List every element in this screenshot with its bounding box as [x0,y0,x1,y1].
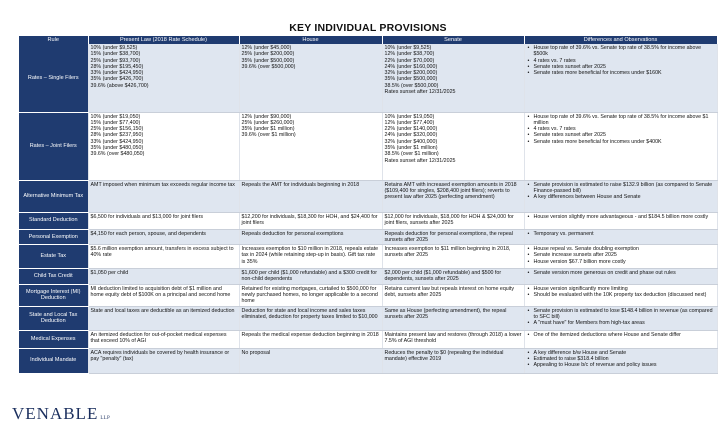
senate-cell [382,269,524,285]
rule-cell: State and Local Tax Deduction [19,306,88,330]
observation-item: • A "must have" for Members from high-tax areas [527,320,715,326]
senate-text: $2,000 per child ($1,000 refundable) and $500 for dependents, sunsets after 2025 [384,270,502,283]
observations-list [527,114,715,145]
observations-list [527,270,715,276]
present-cell [88,306,239,330]
present-cell [88,229,239,245]
present-line: 10% (under $9,525) [90,45,138,51]
rule-cell: Rates – Single Filers [19,44,88,112]
observations-list [527,231,715,237]
present-cell [88,330,239,348]
observation-item: • House version $67.7 billion more costly [527,259,715,265]
observation-item: • House version significantly more limiting [527,286,715,292]
senate-cell [382,284,524,306]
table-row [19,112,717,180]
house-text: Repeals deduction for personal exemptions [241,230,344,237]
senate-cell [382,229,524,245]
senate-line: 22% (under $70,000) [384,57,435,64]
venable-logo [12,404,110,424]
present-line: 10% (under $19,050) [90,113,141,120]
present-text: State and local taxes are deductible as an itemized deduction [90,307,235,314]
rule-cell: Medical Expenses [19,330,88,348]
present-text: $6,500 for individuals and $13,000 for joint filers [90,213,203,220]
house-line: 35% (under $500,000) [241,57,295,64]
present-text: AMT imposed when minimum tax exceeds regular income tax [90,181,235,188]
house-line: 25% (under $260,000) [241,119,295,126]
observation-item: • A key differences between House and Senate [527,194,715,200]
senate-line: Rates sunset after 12/31/2025 [384,157,456,164]
column-header: Differences and Observations [524,36,717,44]
observation-item: • A key difference b/w House and Senate [527,350,715,356]
present-cell [88,112,239,180]
observation-item: • Estimated to raise $318.4 billion [527,356,715,362]
observations-cell [524,229,717,245]
observation-item: • Senate rates more beneficial for incomes under $160K [527,70,715,76]
senate-line: 32% (under $200,000) [384,70,438,77]
logo-name: VENABLE [12,404,99,423]
observation-item: • Senate increase sunsets after 2025 [527,252,715,258]
present-text: MI deduction limited to acquisition debt of $1 million and home equity debt of $100K on a principal and second home [90,285,231,298]
observations-cell [524,245,717,269]
page-title: KEY INDIVIDUAL PROVISIONS [19,21,717,36]
observation-item: • 4 rates vs. 7 rates [527,58,715,64]
rule-cell: Alternative Minimum Tax [19,180,88,212]
house-cell [239,306,382,330]
rule-cell: Personal Exemption [19,229,88,245]
table-row [19,330,717,348]
observations-list [527,308,715,327]
observations-cell [524,212,717,229]
senate-text: Retains AMT with increased exemption amounts in 2018 ($109,400 for singles, $208,400 joint filers); reverts to present law after 2025 (perfecting amendment) [384,181,517,201]
present-text: $4,150 for each person, spouse, and dependents [90,230,206,237]
senate-cell [382,348,524,373]
observation-item: • Senate version more generous on credit and phase out rules [527,270,715,276]
senate-line: 32% (under $400,000) [384,138,438,145]
senate-cell [382,180,524,212]
house-cell [239,330,382,348]
senate-line: 24% (under $320,000) [384,132,438,139]
observation-item: • Appealing to House b/c of revenue and policy issues [527,362,715,368]
present-line: 25% (under $156,150) [90,126,144,133]
house-text: Deduction for state and local income and sales taxes eliminated, deduction for property taxes limited to $10,000 [241,307,378,320]
present-line: 33% (under $424,950) [90,70,144,77]
rule-cell: Standard Deduction [19,212,88,229]
present-text: $1,050 per child [90,270,129,277]
observations-list [527,350,715,369]
observations-cell [524,348,717,373]
house-cell [239,229,382,245]
house-text: $12,200 for individuals, $18,300 for HOH, and $24,400 for joint filers [241,213,378,226]
senate-line: 10% (under $9,525) [384,45,432,51]
rule-cell: Mortgage Interest (MI) Deduction [19,284,88,306]
table-row [19,348,717,373]
observation-item: • Senate rates more beneficial for incomes under $400K [527,139,715,145]
present-line: 39.6% (above $426,700) [90,82,149,89]
rule-cell: Rates – Joint Filers [19,112,88,180]
senate-text: Maintains present law and restores (through 2018) a lower 7.5% of AGI threshold [384,331,522,344]
present-line: 25% (under $93,700) [90,57,141,64]
observations-cell [524,330,717,348]
table-header-row [19,36,717,44]
column-header: Present Law (2018 Rate Schedule) [88,36,239,44]
present-line: 28% (under $237,950) [90,132,144,139]
house-text: Retained for existing mortgages, curtailed to $500,000 for newly purchased homes, no longer applicable to a second home [241,285,378,305]
observations-cell [524,180,717,212]
house-line: 12% (under $90,000) [241,113,292,120]
observation-item: • House repeal vs. Senate doubling exemption [527,246,715,252]
column-header: Senate [382,36,524,44]
observations-list [527,332,715,338]
present-cell [88,212,239,229]
house-cell [239,245,382,269]
senate-line: 12% (under $38,700) [384,51,435,58]
present-line: 35% (under $480,050) [90,144,144,151]
senate-line: 38.5% (over $1 million) [384,151,439,158]
observations-list [527,286,715,299]
present-cell [88,269,239,285]
table-row [19,229,717,245]
observation-item: • Senate rates sunset after 2025 [527,132,715,138]
house-cell [239,348,382,373]
present-line: 15% (under $38,700) [90,51,141,58]
senate-cell [382,44,524,112]
senate-line: 24% (under $160,000) [384,63,438,70]
observation-item: • House top rate of 39.6% vs. Senate top rate of 38.5% for income above $1 million [527,114,715,127]
senate-line: 35% (under $1 million) [384,144,438,151]
present-cell [88,348,239,373]
house-cell [239,112,382,180]
observation-item: • House top rate of 39.6% vs. Senate top rate of 38.5% for income above $500k [527,45,715,58]
logo-suffix: LLP [100,416,111,421]
present-line: 28% (under $195,450) [90,63,144,70]
senate-text: Same as House (perfecting amendment), the repeal sunsets after 2025 [384,307,507,320]
present-cell [88,44,239,112]
senate-text: Increases exemption to $11 million beginning in 2018, sunsets after 2025 [384,246,511,259]
senate-text: Retains current law but repeals interest on home equity debt, sunsets after 2025 [384,285,515,298]
table-row [19,180,717,212]
house-line: 39.6% (over $1 million) [241,132,296,139]
senate-text: $12,000 for individuals, $18,000 for HOH & $24,000 for joint filers, sunsets after 2025 [384,213,514,226]
house-line: 35% (under $1 million) [241,126,295,133]
senate-cell [382,212,524,229]
house-cell [239,180,382,212]
house-cell [239,44,382,112]
observations-list [527,182,715,201]
table-row [19,269,717,285]
house-cell [239,284,382,306]
senate-cell [382,112,524,180]
rule-cell: Individual Mandate [19,348,88,373]
observations-list [527,246,715,265]
present-line: 33% (under $424,950) [90,138,144,145]
observation-item: • One of the itemized deductions where House and Senate differ [527,332,715,338]
present-cell [88,245,239,269]
observations-cell [524,284,717,306]
house-text: Repeals the medical expense deduction beginning in 2018 [241,331,379,338]
present-text: An itemized deduction for out-of-pocket medical expenses that exceed 10% of AGI [90,331,227,344]
table-body [19,44,717,373]
senate-cell [382,330,524,348]
senate-line: 12% (under $77,400) [384,119,435,126]
observation-item: • 4 rates vs. 7 rates [527,126,715,132]
senate-cell [382,306,524,330]
house-text: Repeals the AMT for individuals beginning in 2018 [241,181,360,188]
senate-line: 38.5% (over $500,000) [384,82,439,89]
column-header: House [239,36,382,44]
senate-line: 35% (under $500,000) [384,76,438,83]
house-line: 12% (under $45,000) [241,45,292,51]
house-line: 39.6% (over $500,000) [241,63,296,70]
present-line: 35% (under $426,700) [90,76,144,83]
observation-item: • Senate provision is estimated to raise $132.9 billion (as compared to Senate Finance-passed bill) [527,182,715,195]
observation-item: • Temporary vs. permanent [527,231,715,237]
senate-line: Rates sunset after 12/31/2025 [384,89,456,96]
senate-text: Repeals deduction for personal exemptions, the repeal sunsets after 2025 [384,230,513,243]
observations-list [527,214,715,220]
observation-item: • Should be evaluated with the 10K property tax deduction (discussed next) [527,292,715,298]
observations-cell [524,112,717,180]
observations-cell [524,269,717,285]
table-row [19,44,717,112]
senate-line: 22% (under $140,000) [384,126,438,133]
present-line: 15% (under $77,400) [90,119,141,126]
observations-list [527,45,715,76]
observation-item: • Senate provision is estimated to lose $148.4 billion in revenue (as compared to SFC bill) [527,308,715,321]
present-text: $5.6 million exemption amount, transfers in excess subject to 40% rate [90,246,234,259]
column-header: Rule [19,36,88,44]
house-cell [239,269,382,285]
senate-text: Reduces the penalty to $0 (repealing the individual mandate) effective 2019 [384,349,504,362]
house-text: Increases exemption to $10 million in 2018, repeals estate tax in 2024 (while retaining step-up in basis). Gift tax rate is 35% [241,246,379,265]
table-row [19,212,717,229]
present-line: 39.6% (over $480,050) [90,151,145,158]
house-text: $1,600 per child ($1,000 refundable) and a $300 credit for non-child dependents [241,270,377,283]
present-text: ACA requires individuals be covered by health insurance or pay "penalty" (tax) [90,349,230,362]
house-text: No proposal [241,349,271,356]
present-cell [88,284,239,306]
observation-item: • Senate rates sunset after 2025 [527,64,715,70]
observation-item: • House version slightly more advantageous - and $184.5 billion more costly [527,214,715,220]
observations-cell [524,306,717,330]
present-cell [88,180,239,212]
table-row [19,245,717,269]
house-line: 25% (under $200,000) [241,51,295,58]
provisions-table [19,36,718,374]
senate-cell [382,245,524,269]
table-row [19,306,717,330]
house-cell [239,212,382,229]
observations-cell [524,44,717,112]
rule-cell: Child Tax Credit [19,269,88,285]
table-row [19,284,717,306]
senate-line: 10% (under $19,050) [384,113,435,120]
rule-cell: Estate Tax [19,245,88,269]
